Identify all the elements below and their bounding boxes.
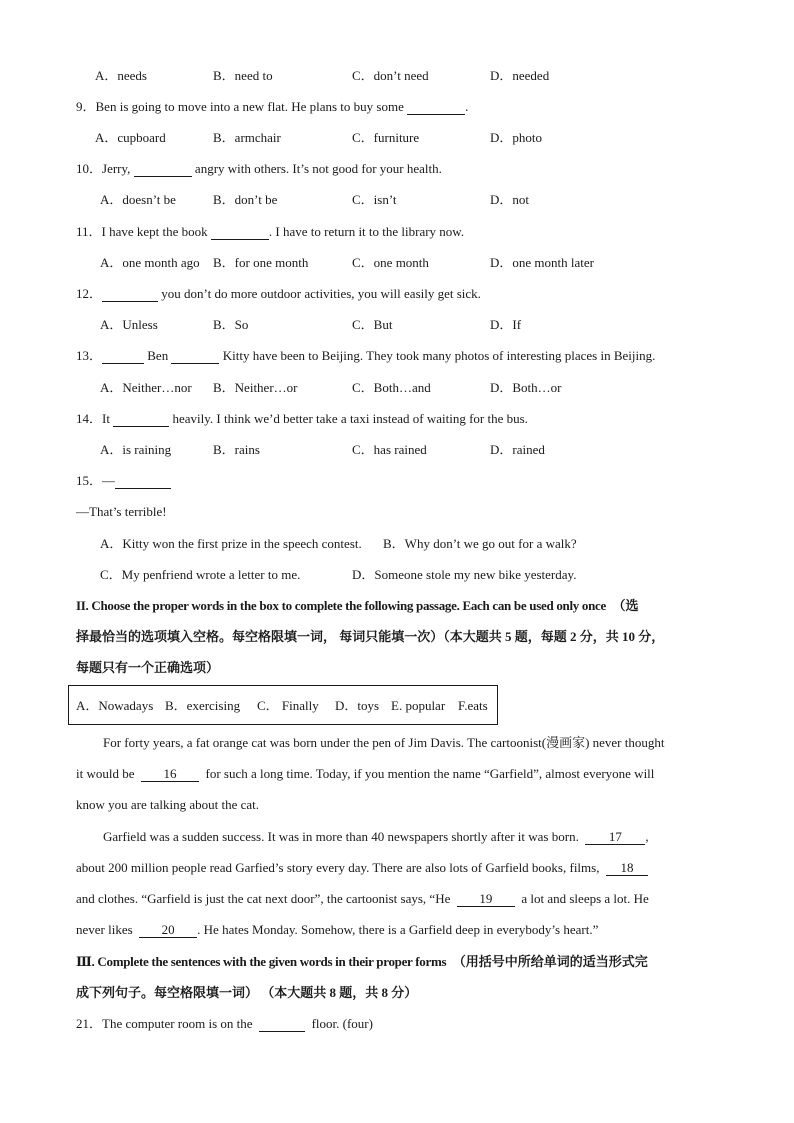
- q8-option-d: D．needed: [490, 68, 550, 83]
- blank-18: 18: [606, 861, 648, 876]
- word-box-option-a: A．Nowadays: [76, 698, 154, 713]
- section2-heading-line3: 每题只有一个正确选项）: [76, 660, 220, 675]
- q11-option-d: D．one month later: [490, 255, 594, 270]
- q14-option-b: B．rains: [213, 442, 260, 457]
- q8-option-c: C．don’t need: [352, 68, 429, 83]
- q12-option-b: B．So: [213, 317, 249, 332]
- q12-option-d: D．If: [490, 317, 522, 332]
- word-box: [68, 685, 498, 725]
- word-box-option-f: F.eats: [458, 698, 488, 713]
- q8-option-a: A．needs: [95, 68, 147, 83]
- q13-option-c: C．Both…and: [352, 380, 431, 395]
- answer-blank: [102, 349, 144, 364]
- q11-stem: 11．I have kept the book . I have to return it to the library now.: [76, 224, 465, 239]
- q14-option-c: C．has rained: [352, 442, 427, 457]
- q10-option-b: B．don’t be: [213, 192, 278, 207]
- passage-p2-line4: never likes 20 . He hates Monday. Somehow, there is a Garfield deep in everybody’s heart.”: [76, 922, 599, 937]
- word-box-option-c: C． Finally: [257, 698, 319, 713]
- q11-option-a: A．one month ago: [100, 255, 200, 270]
- answer-blank: [259, 1017, 305, 1032]
- q8-option-b: B．need to: [213, 68, 273, 83]
- q10-stem: 10．Jerry, angry with others. It’s not good for your health.: [76, 161, 442, 176]
- q12-option-c: C．But: [352, 317, 393, 332]
- q13-option-a: A．Neither…nor: [100, 380, 192, 395]
- section3-heading-line2: 成下列句子。每空格限填一词） （本大题共 8 题，共 8 分）: [76, 985, 418, 1000]
- q14-option-a: A．is raining: [100, 442, 172, 457]
- q21-stem: 21．The computer room is on the floor. (four): [76, 1016, 373, 1031]
- word-box-option-d: D．toys: [335, 698, 380, 713]
- q15-option-a: A．Kitty won the first prize in the speech contest.: [100, 536, 362, 551]
- passage-p1-line1: For forty years, a fat orange cat was born under the pen of Jim Davis. The cartoonist(漫画家) never thought: [103, 735, 665, 750]
- blank-20: 20: [139, 923, 197, 938]
- blank-17: 17: [585, 830, 645, 845]
- q15-option-d: D．Someone stole my new bike yesterday.: [352, 567, 577, 582]
- q13-option-b: B．Neither…or: [213, 380, 298, 395]
- passage-p1-line3: know you are talking about the cat.: [76, 797, 260, 812]
- q13-option-d: D．Both…or: [490, 380, 562, 395]
- q10-option-a: A．doesn’t be: [100, 192, 176, 207]
- passage-p1-line2: it would be 16 for such a long time. Today, if you mention the name “Garfield”, almost everyone will: [76, 766, 655, 781]
- answer-blank: [407, 100, 465, 115]
- section3-heading-line1: Ⅲ. Complete the sentences with the given words in their proper forms （用括号中所给单词的适当形式完: [76, 954, 648, 969]
- q9-option-c: C．furniture: [352, 130, 420, 145]
- blank-16: 16: [141, 767, 199, 782]
- word-box-option-b: B．exercising: [165, 698, 241, 713]
- q13-stem: 13． Ben Kitty have been to Beijing. They took many photos of interesting places in Beijing.: [76, 348, 656, 363]
- passage-p2-line3: and clothes. “Garfield is just the cat next door”, the cartoonist says, “He 19 a lot and sleeps a lot. He: [76, 891, 649, 906]
- answer-blank: [115, 474, 171, 489]
- section2-heading-line1: II. Choose the proper words in the box to complete the following passage. Each can be used only once （选: [76, 598, 639, 613]
- q14-option-d: D．rained: [490, 442, 545, 457]
- q15-stem: 15．—: [76, 472, 171, 490]
- word-box-option-e: E. popular: [391, 698, 446, 713]
- passage-p2-line1: Garfield was a sudden success. It was in more than 40 newspapers shortly after it was born. 17 ,: [103, 829, 649, 844]
- q12-option-a: A．Unless: [100, 317, 158, 332]
- q9-option-d: D．photo: [490, 130, 543, 145]
- q15-option-b: B．Why don’t we go out for a walk?: [383, 536, 577, 551]
- q10-option-d: D．not: [490, 192, 530, 207]
- q9-stem: 9．Ben is going to move into a new flat. He plans to buy some .: [76, 99, 469, 114]
- q9-option-b: B．armchair: [213, 130, 281, 145]
- q12-stem: 12． you don’t do more outdoor activities, you will easily get sick.: [76, 286, 481, 301]
- answer-blank: [211, 225, 269, 240]
- q15-reply: —That’s terrible!: [76, 504, 167, 519]
- q14-stem: 14．It heavily. I think we’d better take a taxi instead of waiting for the bus.: [76, 411, 528, 426]
- passage-p2-line2: about 200 million people read Garfied’s story every day. There are also lots of Garfield books, films, 18: [76, 859, 648, 877]
- blank-19: 19: [457, 892, 515, 907]
- answer-blank: [134, 162, 192, 177]
- q10-option-c: C．isn’t: [352, 192, 397, 207]
- q9-option-a: A．cupboard: [95, 130, 166, 145]
- q11-option-c: C．one month: [352, 255, 429, 270]
- q15-option-c: C．My penfriend wrote a letter to me.: [100, 567, 301, 582]
- q11-option-b: B．for one month: [213, 255, 309, 270]
- answer-blank: [113, 412, 169, 427]
- section2-heading-line2: 择最恰当的选项填入空格。每空格限填一词， 每词只能填一次）（本大题共 5 题，每题 2 分，共 10 分，: [76, 629, 665, 644]
- answer-blank: [171, 349, 219, 364]
- answer-blank: [102, 287, 158, 302]
